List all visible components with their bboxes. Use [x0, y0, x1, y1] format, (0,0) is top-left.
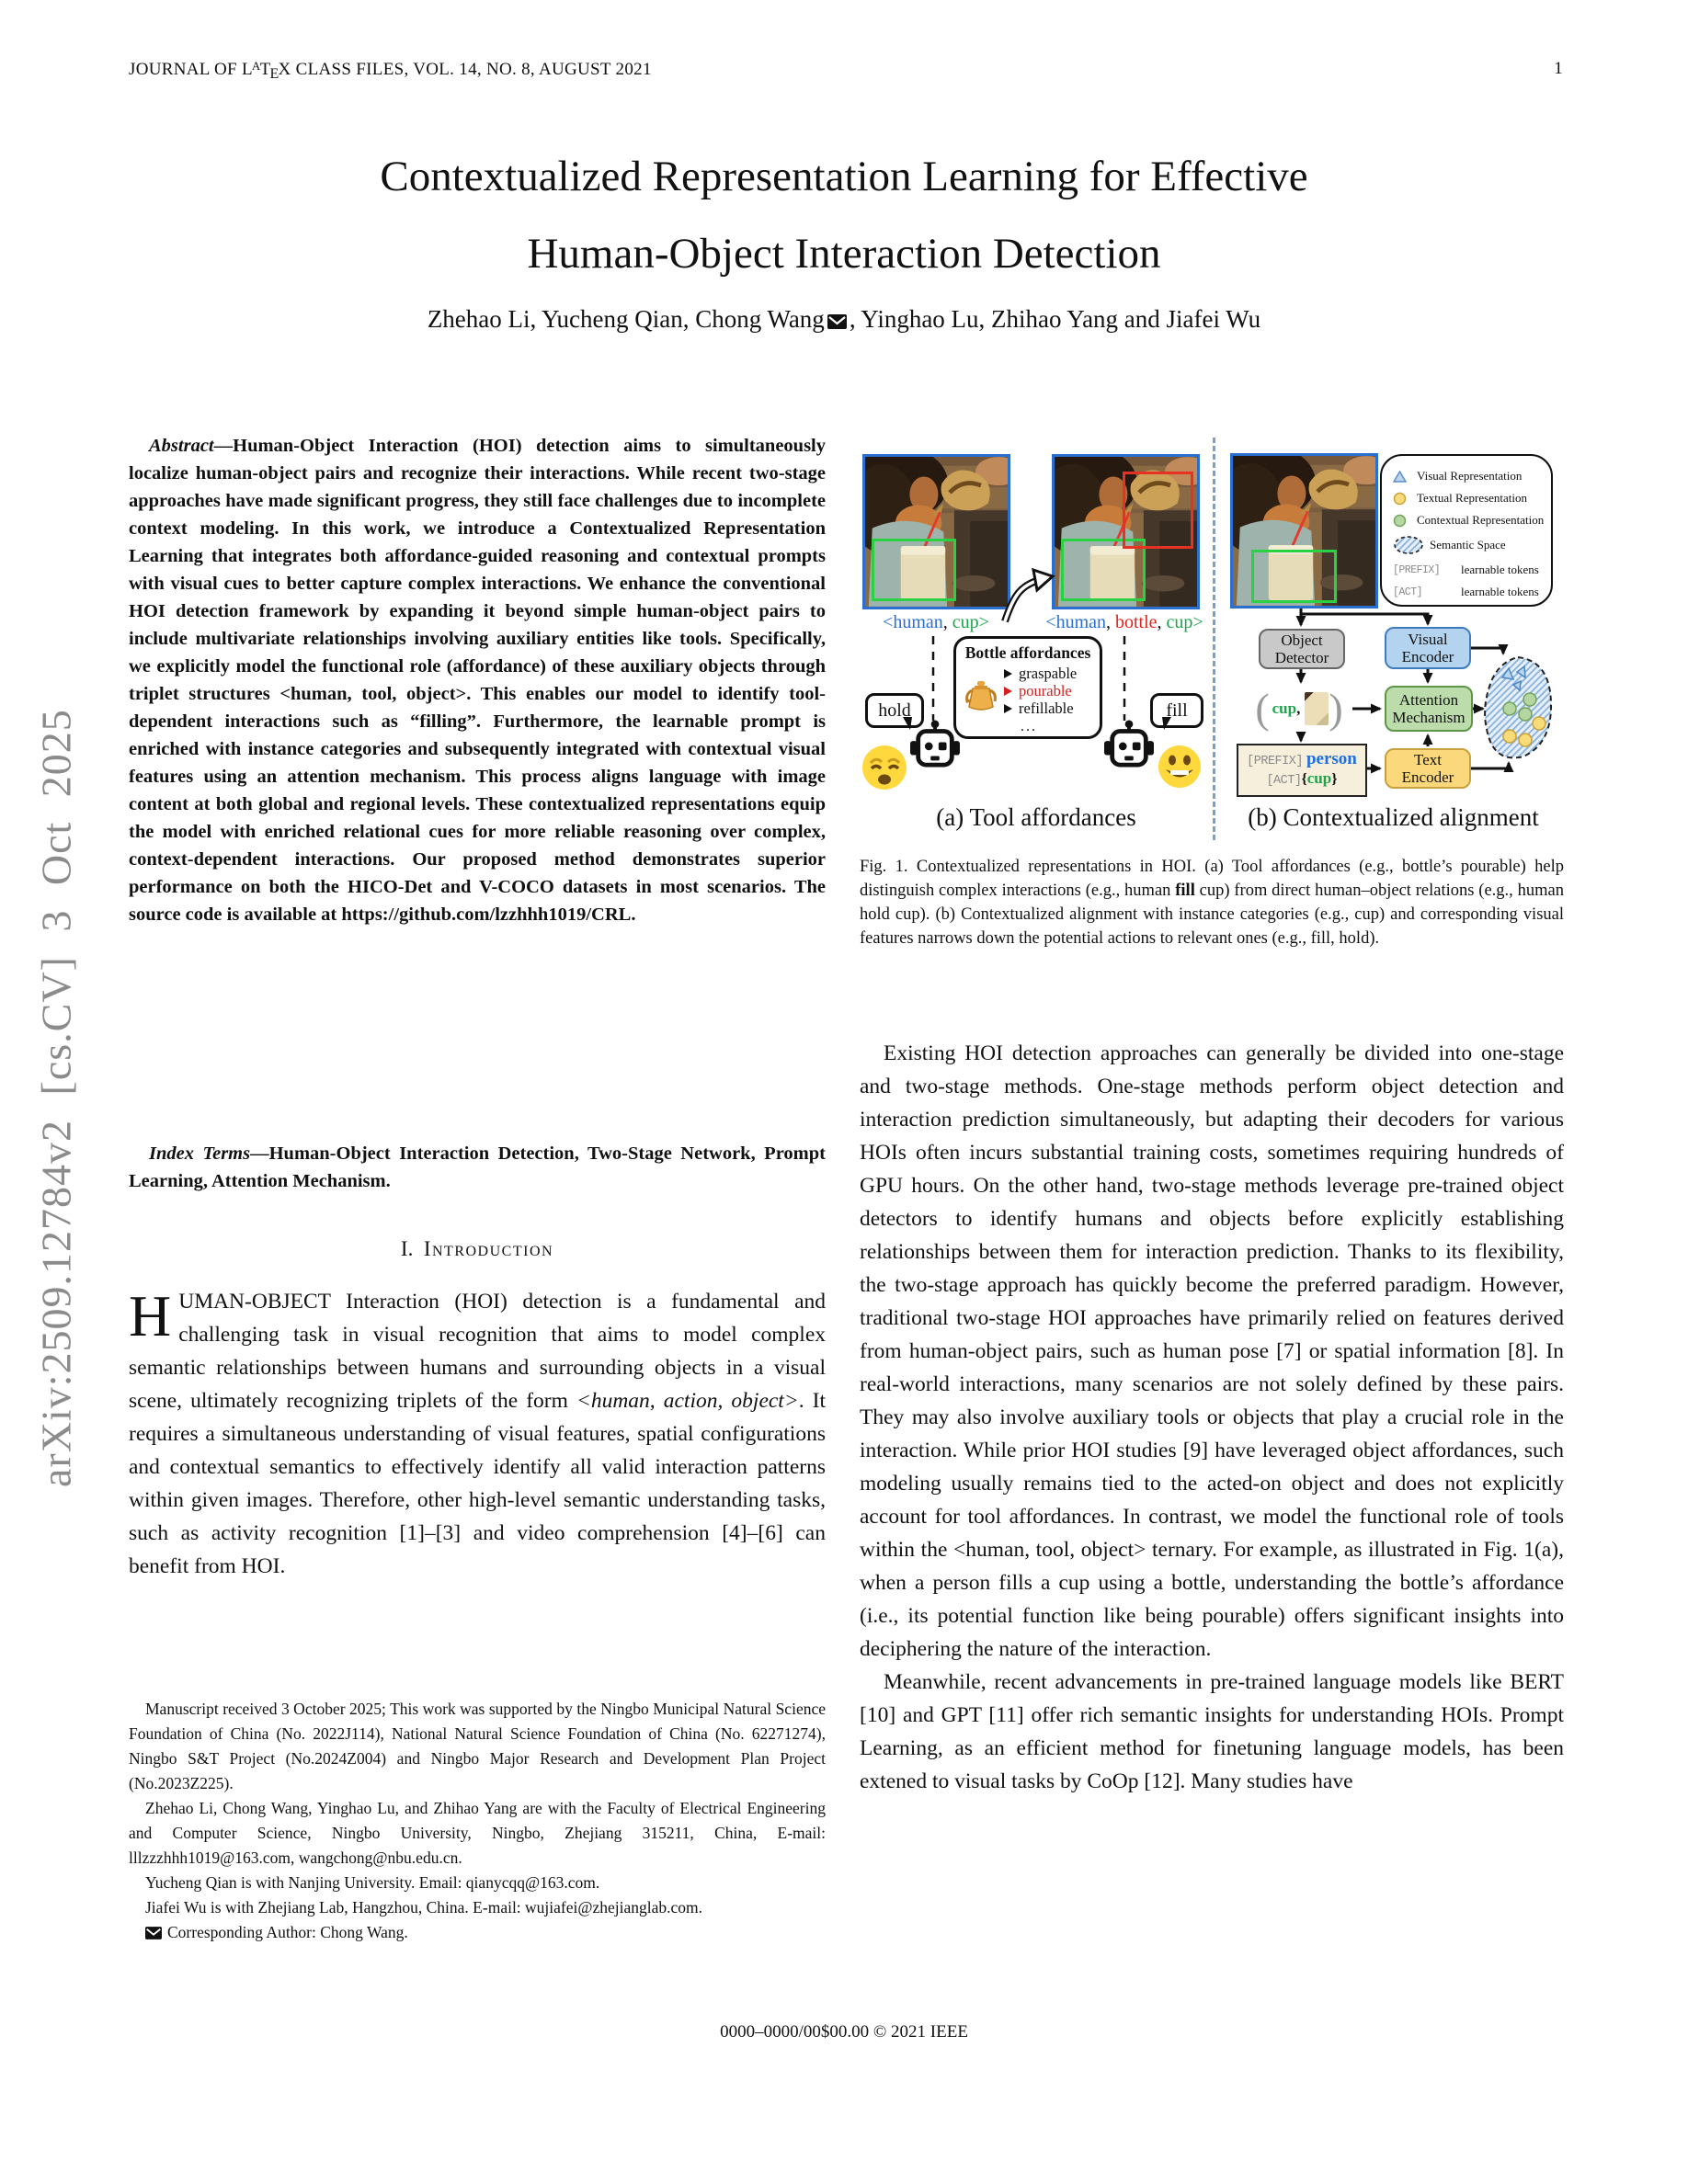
index-terms — [129, 1140, 826, 1195]
speech-bubble-hold: hold — [865, 693, 924, 728]
panel-a-caption: (a) Tool affordances — [936, 803, 1136, 831]
figure-1 — [860, 432, 1564, 847]
footnote-funding: Manuscript received 3 October 2025; This work was supported by the Ningbo Municipal Natural Science Foundation of China (No. 2022J114), National Natural Science Foundation of China (No. 62271274), Ningbo S&T Project (No.2024Z004) and Ningbo Major Research and Development Plan Project (No.2023Z225). — [129, 1700, 826, 1792]
abstract — [129, 432, 826, 928]
panel-b-caption: (b) Contextualized alignment — [1248, 803, 1539, 831]
section-heading-introduction — [129, 1237, 826, 1261]
bottle-bounding-box — [1123, 472, 1193, 549]
arrowhead-icon — [1004, 704, 1012, 713]
triplet-label-human-bottle-cup: <human, bottle, cup> — [1045, 612, 1203, 632]
green-circle-icon — [1393, 514, 1417, 528]
footnote-corresponding: Corresponding Author: Chong Wang. — [129, 1920, 826, 1947]
object-detector-box: Object Detector — [1259, 629, 1345, 669]
index-terms-label: Index Terms — [149, 1143, 251, 1164]
robot-icon — [1104, 719, 1154, 773]
footnote-affiliation-3: Jiafei Wu is with Zhejiang Lab, Hangzhou, China. E-mail: wujiafei@zhejianglab.com. — [145, 1898, 703, 1917]
first-page-footnotes — [129, 1697, 826, 1947]
drop-cap: H — [129, 1283, 172, 1348]
intro-p1-text-2: . It requires a simultaneous understanding of visual features, spatial configurations and contextual semantics to effectively identify all valid interaction patterns within given images. Therefore, other high-level semantic understanding tasks, such as activity recognition [1]–[3] and video comprehension [4]–[6] can benefit from HOI. — [129, 1389, 826, 1578]
hatched-ellipse-icon — [1393, 535, 1430, 555]
photo-hold-cup — [862, 454, 1010, 609]
envelope-icon — [145, 1922, 162, 1947]
arrowhead-icon — [1004, 687, 1012, 696]
envelope-icon — [827, 307, 847, 336]
visual-encoder-box: Visual Encoder — [1385, 627, 1471, 669]
bottle-affordances-box — [953, 636, 1102, 739]
cup-bounding-box — [1251, 550, 1337, 603]
legend-row: Semantic Space — [1393, 531, 1545, 559]
legend-row: Contextual Representation — [1393, 509, 1545, 531]
semantic-space-blob — [1482, 655, 1554, 765]
arrowhead-icon — [1004, 669, 1012, 678]
figure-legend — [1380, 454, 1553, 607]
copyright-footer: 0000–0000/00$00.00 © 2021 IEEE — [720, 2022, 968, 2042]
legend-row: Visual Representation — [1393, 465, 1545, 487]
triangle-icon — [1393, 471, 1417, 483]
title-line-1: Contextualized Representation Learning for Effective — [380, 153, 1308, 200]
triplet-label-human-cup: <human, cup> — [883, 612, 989, 632]
intro-paragraph-2: Existing HOI detection approaches can generally be divided into one-stage and two-stage methods. One-stage methods perform object detection and interaction prediction simultaneously, but adapting their decoders for various HOIs often incurs substantial training costs, sometimes requiring hundreds of GPU hours. On the other hand, two-stage methods leverage pre-trained object detectors to identify humans and objects before explicitly establishing relationships between them for interaction prediction. Thanks to its flexibility, the two-stage approach has quickly become the preferred paradigm. However, traditional two-stage HOI approaches have primarily relied on features derived from human-object pairs, such as human pose [7] or spatial information [8]. In real-world interactions, many scenarios are not solely defined by these pairs. They may also involve auxiliary tools or objects that play a crucial role in the interaction. While prior HOI studies [9] have leveraged object affordances, such modeling usually remains tied to the acted-on object and does not explicitly account for tool affordances. In contrast, we model the functional role of tools within the <human, tool, object> ternary. For example, as illustrated in Fig. 1(a), when a person fills a cup using a bottle, understanding the bottle’s affordance (i.e., its potential function like being pourable) offers significant insights into deciphering the nature of the interaction. — [860, 1041, 1564, 1661]
legend-row: [PREFIX] learnable tokens — [1393, 563, 1539, 576]
arxiv-watermark: arXiv:2509.12784v2 [cs.CV] 3 Oct 2025 — [32, 709, 80, 1488]
title-line-2: Human-Object Interaction Detection — [527, 230, 1161, 278]
figure-caption: Fig. 1. Contextualized representations in HOI. (a) Tool affordances (e.g., bottle’s pourable) help distinguish complex interactions (e.g., human fill cup) from direct human–object relations (e.g., human hold cup). (b) Contextualized alignment with instance categories (e.g., cup) and corresponding visual features narrows down the potential actions to relevant ones (e.g., fill, hold). — [860, 858, 1564, 948]
section-title: Introduction — [423, 1237, 554, 1260]
intro-p1-triplet: <human, action, object> — [576, 1389, 799, 1413]
detected-instance-tuple: ( cup, ) — [1255, 685, 1343, 732]
affordance-ellipsis: ... — [1021, 719, 1037, 734]
cup-crop-image — [1305, 692, 1329, 725]
photo-fill-cup — [1052, 454, 1200, 609]
section-number: I. — [400, 1237, 414, 1260]
abstract-text: —Human-Object Interaction (HOI) detection aims to simultaneously localize human-object pairs and recognize their interactions. While recent two-stage approaches have made significant progress, they still face challenges due to incomplete context modeling. In this work, we introduce a Contextualized Representation Learning that integrates both affordance-guided reasoning and contextual prompts with visual cues to better capture complex interactions. We enhance the conventional HOI detection framework by expanding it beyond simple human-object pairs to include multivariate relationships involving auxiliary entities like tools. Specifically, we explicitly model the functional role (affordance) of these auxiliary objects through triplet structures <human, tool, object>. This enables our model to identify tool-dependent interactions such as “filling”. Furthermore, the learnable prompt is enriched with instance categories and subsequently integrated with contextual visual features using an attention mechanism. This process aligns language with image content at both global and regional levels. These contextualized representations equip the model with enriched relational cues for more reliable reasoning over complex, context-dependent interactions. Our proposed method demonstrates superior performance on both the HICO-Det and V-COCO datasets in most scenarios. The source code is available at https://github.com/lzzhhh1019/CRL. — [129, 436, 826, 925]
intro-p1-text: UMAN-OBJECT Interaction (HOI) detection is a fundamental and challenging task in visual recognition that aims to model complex semantic relationships between humans and surrounding objects in a visual scene, ultimately recognizing triplets of the form — [129, 1290, 826, 1413]
introduction-paragraph-1 — [129, 1285, 826, 1583]
journal-name: JOURNAL OF $L^AT_EX$ CLASS FILES, VOL. 14, NO. 8, AUGUST 2021 — [129, 59, 652, 82]
grin-emoji-icon — [1158, 745, 1202, 793]
authors-line — [0, 305, 1688, 336]
authors-text-2: , Yinghao Lu, Zhihao Yang and Jiafei Wu — [849, 305, 1261, 333]
footnote-affiliation-1: Zhehao Li, Chong Wang, Yinghao Lu, and Zhihao Yang are with the Faculty of Electrical Engineering and Computer Science, Ningbo University, Ningbo, Zhejiang 315211, China, E-mail: lllzzzhhh1019@163.com, wangchong@nbu.edu.cn. — [129, 1799, 826, 1867]
affordance-item: graspable — [1002, 665, 1077, 682]
index-terms-text: —Human-Object Interaction Detection, Two-Stage Network, Prompt Learning, Attention Mechanism. — [129, 1143, 826, 1191]
intro-paragraph-3: Meanwhile, recent advancements in pre-trained language models like BERT [10] and GPT [11] offer rich semantic insights for understanding HOIs. Prompt Learning, as an efficient method for finetuning language models, has been extened to visual tasks by CoOp [12]. Many studies have — [860, 1670, 1564, 1793]
affordance-item-highlighted: pourable — [1002, 682, 1077, 700]
abstract-label: Abstract — [149, 436, 214, 456]
page-number: 1 — [1554, 59, 1563, 78]
cup-bounding-box — [872, 539, 956, 601]
weary-emoji-icon — [861, 745, 907, 795]
kettle-icon — [964, 679, 998, 719]
attention-mechanism-box: Attention Mechanism — [1385, 686, 1473, 732]
footnote-affiliation-2: Yucheng Qian is with Nanjing University. Email: qianycqq@163.com. — [145, 1873, 600, 1892]
paper-title — [0, 138, 1688, 292]
legend-row: [ACT] learnable tokens — [1393, 585, 1539, 598]
affordance-item: refillable — [1002, 700, 1077, 717]
speech-bubble-fill: fill — [1150, 693, 1203, 728]
text-encoder-box: Text Encoder — [1385, 748, 1471, 789]
legend-row: Textual Representation — [1393, 487, 1545, 509]
panel-separator — [1213, 438, 1215, 840]
affordances-title: Bottle affordances — [964, 643, 1091, 662]
introduction-body-right — [860, 1037, 1564, 1798]
running-header — [129, 59, 1563, 83]
yellow-circle-icon — [1393, 492, 1417, 506]
photo-contextual — [1230, 453, 1378, 609]
authors-text-1: Zhehao Li, Yucheng Qian, Chong Wang — [427, 305, 825, 333]
prompt-box: [PREFIX] person [ACT]{cup} — [1237, 744, 1367, 797]
